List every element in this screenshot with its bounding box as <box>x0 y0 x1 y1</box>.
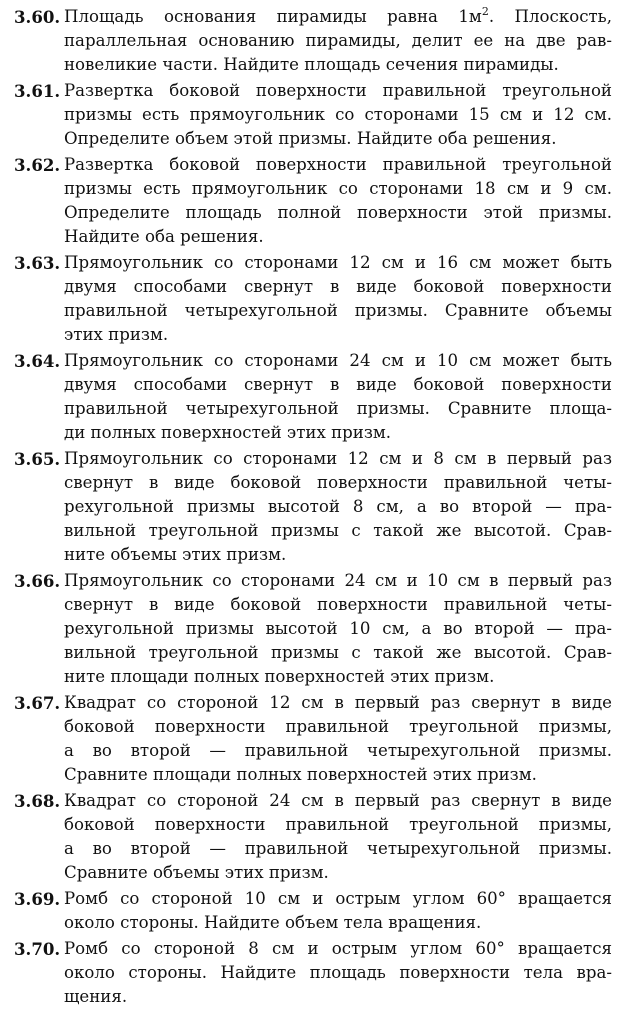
text-line: Квадрат со стороной 12 см в первый раз свернут в виде <box>64 693 612 712</box>
text-line: вильной треугольной призмы с такой же высотой. Срав- <box>64 521 612 540</box>
problem-text <box>64 887 612 935</box>
text-line: Найдите оба решения. <box>64 227 264 246</box>
text-line: Сравните объемы этих призм. <box>64 863 329 882</box>
text-line: Развертка боковой поверхности правильной треугольной <box>64 155 612 174</box>
text-line: около стороны. Найдите объем тела вращения. <box>64 913 482 932</box>
problem-text <box>64 5 612 77</box>
problem-3.63 <box>14 251 612 347</box>
text-line: ните площади полных поверхностей этих призм. <box>64 667 495 686</box>
problem-number: 3.67. <box>14 693 61 713</box>
problem-3.70 <box>14 937 612 1009</box>
text-line: Прямоугольник со сторонами 12 см и 8 см в первый раз <box>64 449 612 468</box>
text-line: а во второй — правильной четырехугольной призмы. <box>64 741 612 760</box>
text-line: Прямоугольник со сторонами 24 см и 10 см в первый раз <box>64 571 612 590</box>
text-line: призмы есть прямоугольник со сторонами 15 см и 12 см. <box>64 105 612 124</box>
problem-3.61 <box>14 79 612 151</box>
text-line: правильной четырехугольной призмы. Сравните объемы <box>64 301 612 320</box>
text-fragment: . Плоскость, <box>488 7 612 26</box>
text-line: Определите объем этой призмы. Найдите оба решения. <box>64 129 557 148</box>
problem-text <box>64 569 612 689</box>
text-line: призмы есть прямоугольник со сторонами 18 см и 9 см. <box>64 179 612 198</box>
text-line: рехугольной призмы высотой 10 см, а во второй — пра- <box>64 619 612 638</box>
text-line: новеликие части. Найдите площадь сечения пирамиды. <box>64 55 559 74</box>
text-line: Прямоугольник со сторонами 24 см и 10 см может быть <box>64 351 612 370</box>
text-line: Определите площадь полной поверхности этой призмы. <box>64 203 612 222</box>
text-line: а во второй — правильной четырехугольной призмы. <box>64 839 612 858</box>
problem-3.65 <box>14 447 612 567</box>
problem-3.69 <box>14 887 612 935</box>
text-line: Квадрат со стороной 24 см в первый раз свернут в виде <box>64 791 612 810</box>
problem-3.62 <box>14 153 612 249</box>
problem-text <box>64 937 612 1009</box>
problem-text <box>64 447 612 567</box>
text-line: Ромб со стороной 8 см и острым углом 60° вращается <box>64 939 612 958</box>
problem-text <box>64 79 612 151</box>
superscript: 2 <box>481 5 489 18</box>
problem-text <box>64 789 612 885</box>
text-line: ди полных поверхностей этих призм. <box>64 423 392 442</box>
problem-3.60 <box>14 5 612 77</box>
text-line: Ромб со стороной 10 см и острым углом 60° вращается <box>64 889 612 908</box>
problem-text <box>64 349 612 445</box>
text-fragment: Площадь основания пирамиды равна 1м <box>64 7 482 26</box>
text-line: параллельная основанию пирамиды, делит ее на две рав- <box>64 31 612 50</box>
text-line: вильной треугольной призмы с такой же высотой. Срав- <box>64 643 612 662</box>
problem-number: 3.69. <box>14 889 61 909</box>
text-line: рехугольной призмы высотой 8 см, а во второй — пра- <box>64 497 612 516</box>
text-line: Сравните площади полных поверхностей этих призм. <box>64 765 537 784</box>
problem-number: 3.70. <box>14 939 61 959</box>
problem-3.64 <box>14 349 612 445</box>
problem-text <box>64 251 612 347</box>
text-line: щения. <box>64 987 128 1006</box>
text-line: ните объемы этих призм. <box>64 545 287 564</box>
text-line: около стороны. Найдите площадь поверхности тела вра- <box>64 963 612 982</box>
problem-3.67 <box>14 691 612 787</box>
text-line <box>64 5 612 29</box>
problem-number: 3.66. <box>14 571 61 591</box>
text-line: боковой поверхности правильной треугольной призмы, <box>64 815 612 834</box>
text-line: двумя способами свернут в виде боковой поверхности <box>64 375 612 394</box>
problem-3.68 <box>14 789 612 885</box>
text-line: свернут в виде боковой поверхности правильной четы- <box>64 595 612 614</box>
problem-3.66 <box>14 569 612 689</box>
problem-number: 3.64. <box>14 351 61 371</box>
problem-number: 3.60. <box>14 7 61 27</box>
text-line: правильной четырехугольной призмы. Сравните площа- <box>64 399 612 418</box>
text-line: этих призм. <box>64 325 169 344</box>
problem-number: 3.62. <box>14 155 61 175</box>
problem-text <box>64 153 612 249</box>
text-line: Развертка боковой поверхности правильной треугольной <box>64 81 612 100</box>
text-line: свернут в виде боковой поверхности правильной четы- <box>64 473 612 492</box>
text-line: Прямоугольник со сторонами 12 см и 16 см может быть <box>64 253 612 272</box>
problem-number: 3.61. <box>14 81 61 101</box>
text-line: двумя способами свернут в виде боковой поверхности <box>64 277 612 296</box>
problem-number: 3.63. <box>14 253 61 273</box>
text-line: боковой поверхности правильной треугольной призмы, <box>64 717 612 736</box>
problem-number: 3.65. <box>14 449 61 469</box>
problem-number: 3.68. <box>14 791 61 811</box>
problem-text <box>64 691 612 787</box>
